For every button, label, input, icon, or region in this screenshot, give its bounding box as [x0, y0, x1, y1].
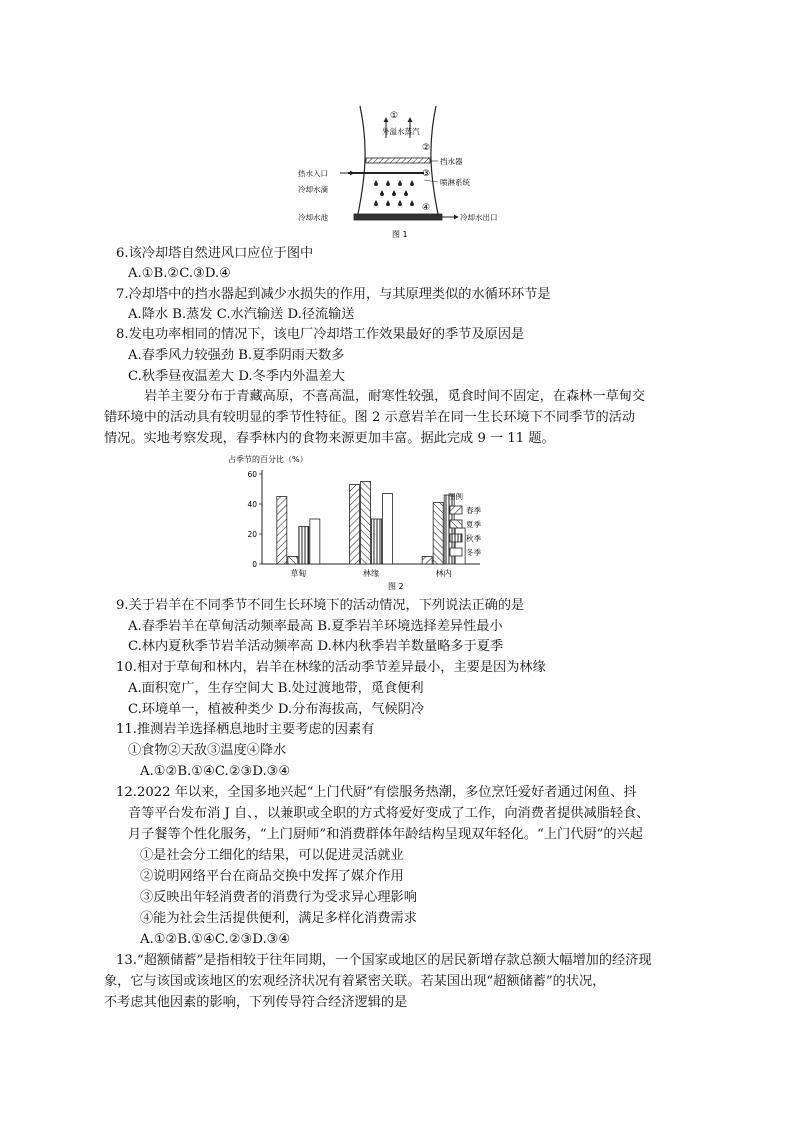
bar-2-0 — [422, 557, 432, 565]
question-10-options-ab: A.面积宽广，生存空间大 B.处过渡地带，觅食便利 — [128, 681, 424, 696]
label-outlet: 冷却水出口 — [460, 213, 498, 222]
question-13-line-3: 不考虑其他因素的影响，下列传导符合经济逻辑的是 — [104, 995, 408, 1010]
label-pool: 冷却水池 — [298, 213, 328, 222]
question-12-line-2: 音等平台发布消 J 自、，以兼职或全职的方式将爱好变成了工作，向消费者提供减脂轻食、 — [128, 806, 650, 821]
label-vapor: 外溢水蒸汽 — [382, 127, 420, 136]
question-8-options-cd: C.秋季昼夜温差大 D.冬季内外温差大 — [128, 369, 345, 384]
legend-swatch — [450, 548, 462, 556]
legend-swatch — [450, 534, 462, 542]
question-11: 11.推测岩羊选择栖息地时主要考虑的因素有 — [116, 722, 375, 737]
question-12-options: A.①②B.①④C.②③D.③④ — [140, 932, 291, 947]
bar-1-3 — [383, 494, 393, 565]
question-6: 6.该冷却塔自然进风口应位于图中 — [116, 246, 314, 261]
question-12-statement-3: ③反映出年轻消费者的消费行为受求异心理影响 — [140, 890, 417, 905]
fig1-caption: 图 1 — [392, 230, 408, 239]
question-11-options: A.①②B.①④C.②③D.③④ — [140, 764, 291, 779]
question-10: 10.相对于草甸和林内，岩羊在林缘的活动季节差异最小，主要是因为林缘 — [116, 660, 546, 675]
question-12-line-3: 月子餐等个性化服务，“上门厨师”和消费群体年龄结构呈现双年轻化。“上门代厨”的兴起 — [128, 827, 643, 842]
bar-2-3 — [455, 528, 465, 564]
legend-label: 春季 — [466, 506, 481, 515]
y-tick-label: 40 — [247, 500, 257, 509]
y-tick-label: 60 — [247, 470, 257, 479]
bar-2-1 — [433, 503, 443, 565]
label-2: ② — [422, 143, 431, 153]
water-drops — [374, 180, 414, 206]
question-13-line-2: 象，它与该国或该地区的宏观经济状况有着紧密关联。若某国出现“超额储蓄”的状况， — [104, 974, 606, 989]
bar-1-2 — [372, 519, 382, 564]
x-tick-label: 林缘 — [363, 569, 379, 578]
passage-line-1: 岩羊主要分布于青藏高原，不喜高温，耐寒性较强，觅食时间不固定，在森林一草甸交 — [144, 389, 646, 404]
legend-swatch — [450, 506, 462, 514]
label-4: ④ — [422, 203, 431, 213]
label-hot-inlet: 热水入口 — [298, 169, 328, 178]
bar-1-1 — [361, 482, 371, 565]
question-8-options-ab: A.春季风力较强劲 B.夏季阴雨天数多 — [128, 348, 345, 363]
label-3: ③ — [422, 169, 431, 179]
question-12-statement-4: ④能为社会生活提供便利，满足多样化消费需求 — [140, 911, 417, 926]
cooling-tower-diagram — [296, 104, 502, 242]
legend-label: 秋季 — [466, 534, 481, 543]
season-activity-chart — [226, 452, 566, 594]
question-7-options: A.降水 B.蒸发 C.水汽输送 D.径流输送 — [128, 307, 355, 322]
bar-0-3 — [310, 519, 320, 564]
fig2-caption: 图 2 — [388, 582, 404, 591]
cooling-pool — [354, 214, 442, 220]
bar-1-0 — [350, 485, 360, 565]
baffle — [366, 158, 430, 163]
question-9-options-ab: A.春季岩羊在草甸活动频率最高 B.夏季岩羊环境选择差异性最小 — [128, 619, 503, 634]
bar-0-2 — [299, 527, 309, 565]
question-7: 7.冷却塔中的挡水器起到减少水损失的作用，与其原理类似的水循环环节是 — [116, 287, 551, 302]
y-tick-label: 20 — [247, 530, 257, 539]
y-tick-label: 0 — [252, 560, 257, 569]
tower-wall-left — [358, 106, 365, 214]
legend-title: 图例 — [448, 492, 463, 501]
label-baffle: 挡水器 — [440, 157, 463, 166]
label-spray: 喷淋系统 — [440, 178, 470, 187]
question-10-options-cd: C.环境单一，植被种类少 D.分布海拔高，气候阴冷 — [128, 702, 425, 717]
question-9-options-cd: C.林内夏秋季节岩羊活动频率高 D.林内秋季岩羊数量略多于夏季 — [128, 639, 504, 654]
question-12-line-1: 12.2022 年以来，全国多地兴起“上门代厨”有偿服务热潮，多位烹饪爱好者通过闲鱼、抖 — [116, 785, 637, 800]
bar-0-1 — [288, 557, 298, 565]
question-13-line-1: 13.“超额储蓄”是指相较于往年同期，一个国家或地区的居民新增存款总额大幅增加的经济现 — [116, 953, 652, 968]
legend-label: 夏季 — [466, 520, 481, 529]
label-cold-drops: 冷却水滴 — [298, 185, 328, 194]
question-6-options: A.①B.②C.③D.④ — [128, 266, 231, 281]
question-9: 9.关于岩羊在不同季节不同生长环境下的活动情况，下列说法正确的是 — [116, 598, 525, 613]
bar-0-0 — [277, 497, 287, 565]
question-11-factors: ①食物②天敌③温度④降水 — [128, 743, 287, 758]
question-12-statement-2: ②说明网络平台在商品交换中发挥了媒介作用 — [140, 869, 404, 884]
tower-wall-right — [431, 106, 438, 214]
label-1: ① — [390, 111, 399, 121]
passage-line-2: 错环境中的活动具有较明显的季节性特征。图 2 示意岩羊在同一生长环境下不同季节的活动 — [104, 410, 636, 425]
question-12-statement-1: ①是社会分工细化的结果，可以促进灵活就业 — [140, 848, 404, 863]
y-axis-label: 占季节的百分比（%） — [228, 455, 308, 464]
legend-label: 冬季 — [466, 548, 481, 557]
x-tick-label: 林内 — [435, 569, 452, 578]
passage-line-3: 情况。实地考察发现，春季林内的食物来源更加丰富。据此完成 9 一 11 题。 — [104, 431, 555, 446]
question-8: 8.发电功率相同的情况下，该电厂冷却塔工作效果最好的季节及原因是 — [116, 327, 525, 342]
legend-swatch — [450, 520, 462, 528]
x-tick-label: 草甸 — [290, 569, 307, 578]
